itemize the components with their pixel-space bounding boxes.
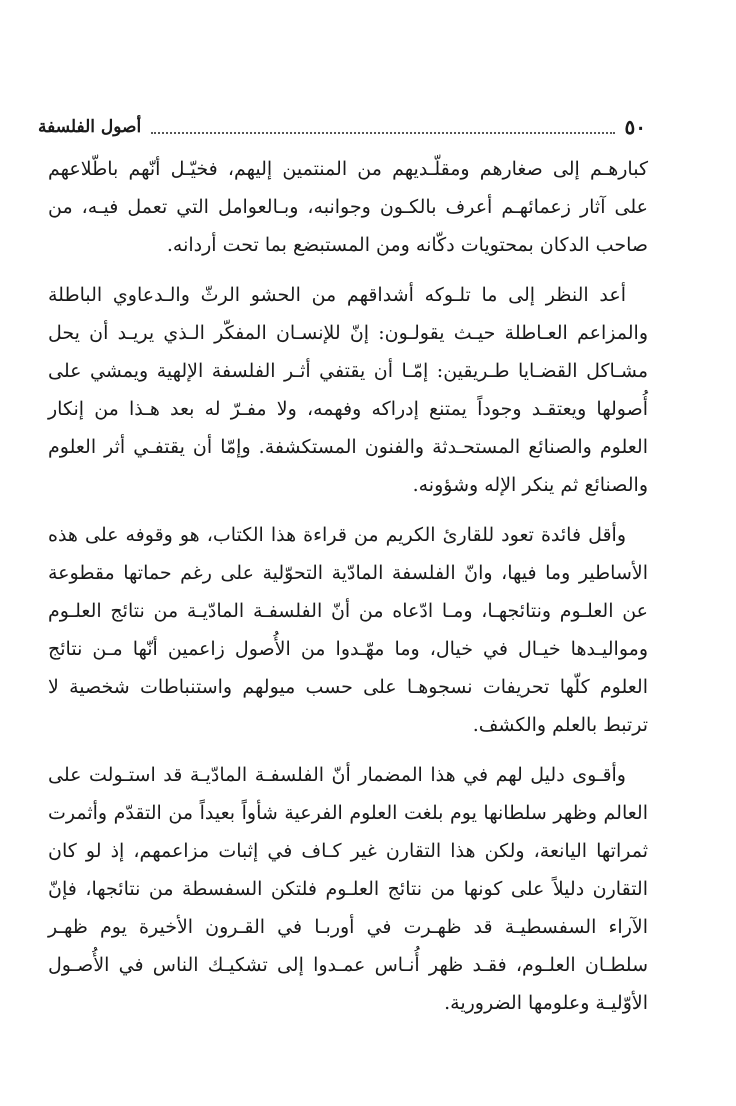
body-text: [48, 150, 648, 1034]
paragraph-3: وأقل فائدة تعود للقارئ الكريم من قراءة هذا الكتاب، هو وقوفه على هذه الأساطير وما فيها، وانّ الفلسفة المادّية التحوّلية على رغم حماتها مقطوعة عن العلـوم ونتائجهـا، ومـا ادّعاه من أنّ الفلسفـة المادّيـة من نتائج العلـوم ومواليـدها خيـال في خيال، وما مهّـدوا من الأُصول زاعمين أنّها مـن نتائج العلوم كلّها تحريفات نسجوهـا على حسب ميولهم واستنباطات شخصية لا ترتبط بالعلم والكشف.: [48, 524, 648, 736]
header-dotted-leader: [151, 130, 614, 134]
paragraph-1: كبارهـم إلى صغارهم ومقلّـديهم من المنتمين إليهم، فخيّـل أنّهم باطّلاعهم على آثار زعمائهـم أعرف بالكـون وجوانبه، وبـالعوامل التي تعمل فيـه، من صاحب الدكان بمحتويات دكّانه ومن المستبضع بما تحت أردانه.: [48, 158, 648, 256]
paragraph-2: أعد النظر إلى ما تلـوكه أشداقهم من الحشو الرثّ والـدعاوي الباطلة والمزاعم العـاطلة حيـث يقولـون: إنّ للإنسـان المفكّر الـذي يريـد أن يحل مشـاكل القضـايا طـريقين: إمّـا أن يقتفي أثـر الفلسفة الإلهية ويمشي على أُصولها ويعتقـد وجوداً يمتنع إدراكه وفهمه، ولا مفـرّ له بعد هـذا من إنكار العلوم والصنائع المستحـدثة والفنون المستكشفة. وإمّا أن يقتفـي أثر العلوم والصنائع ثم ينكر الإله وشؤونه.: [48, 284, 648, 496]
running-header: [38, 112, 646, 142]
running-title: أصول الفلسفة: [38, 117, 142, 137]
page-number: ٥٠: [624, 115, 646, 139]
paragraph-4: وأقـوى دليل لهم في هذا المضمار أنّ الفلسفـة المادّيـة قد استـولت على العالم وظهر سلطانها يوم بلغت العلوم الفرعية شأواً بعيداً من التقدّم وأثمرت ثمراتها اليانعة، ولكن هذا التقارن غير كـاف في إثبات مزاعمهم، إذ لو كان التقارن دليلاً على كونها من نتائج العلـوم فلتكن السفسطة من نتائجها، فإنّ الآراء السفسطيـة قد ظهـرت في أوربـا في القـرون الأخيرة يوم ظهـر سلطـان العلـوم، فقـد ظهر أُنـاس عمـدوا إلى تشكيـك الناس في الأُصـول الأوّليـة وعلومها الضرورية.: [48, 764, 648, 1014]
